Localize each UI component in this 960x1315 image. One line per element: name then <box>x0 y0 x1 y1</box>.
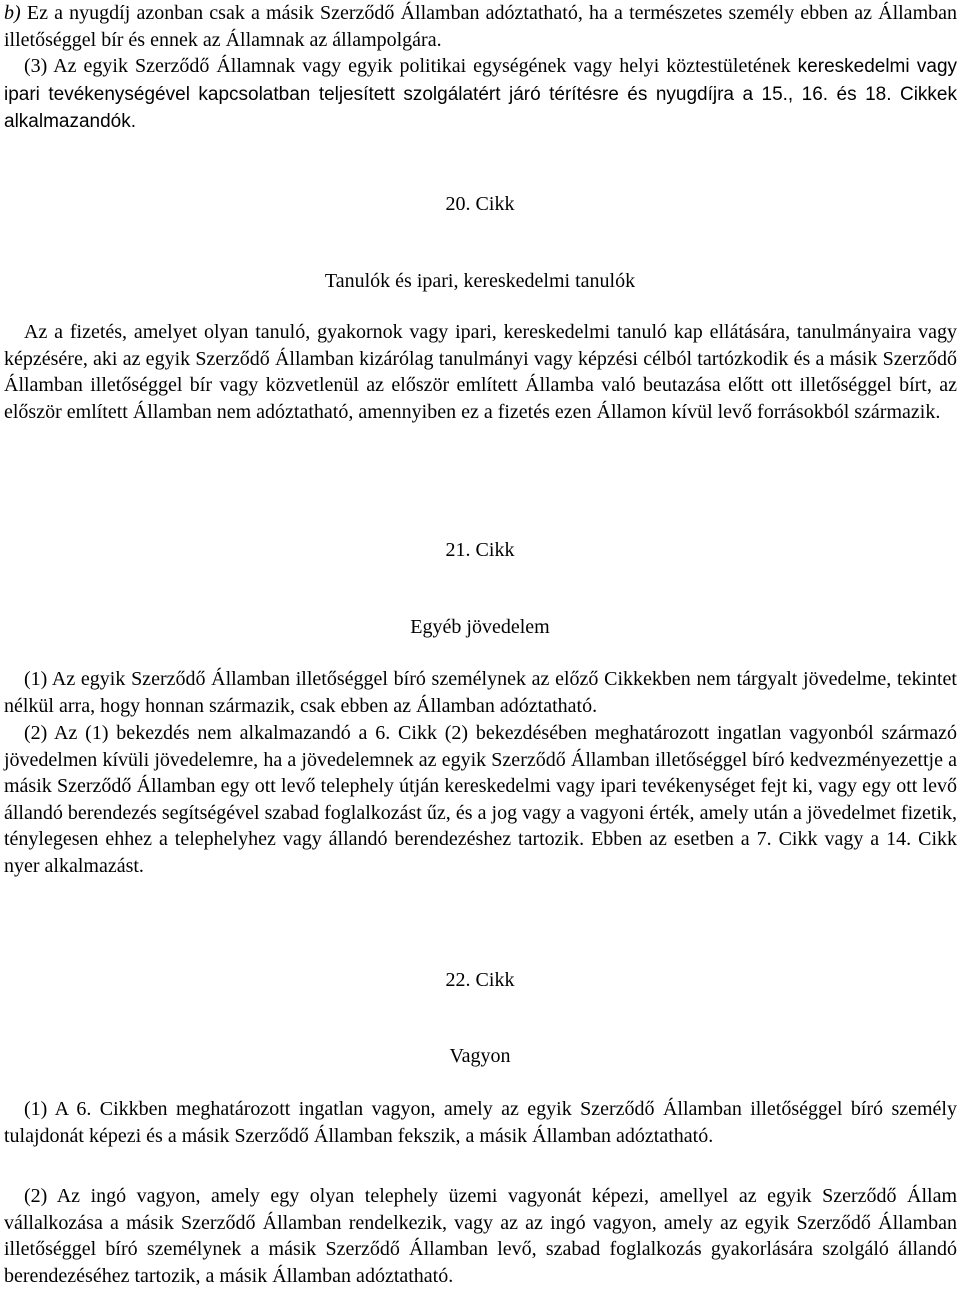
article-20-number: 20. Cikk <box>445 193 515 215</box>
paragraph-text-b: Ez a nyugdíj azonban csak a másik Szerződő Államban adóztatható, ha a természetes személy ebben az Államban illetőséggel bír és ennek az Államnak az állampolgára. <box>4 2 957 51</box>
article-22-number: 22. Cikk <box>445 969 515 991</box>
article-20-title: Tanulók és ipari, kereskedelmi tanulók <box>324 270 636 292</box>
paragraph-19-3-text-b: kereskedelmi vagy ipari tevékenységével kapcsolatban teljesített szolgálatért járó térítésre és nyugdíjra a 15., 16. és 18. Cikkek alkalmazandók. <box>4 56 958 132</box>
paragraph-19-3 <box>4 53 957 136</box>
article-21-number: 21. Cikk <box>445 539 515 561</box>
article-21-title: Egyéb jövedelem <box>410 616 550 638</box>
article-21-paragraph-2: (2) Az (1) bekezdés nem alkalmazandó a 6. Cikk (2) bekezdésében meghatározott ingatlan vagyonból származó jövedelmen kívüli jövedelemre, ha a jövedelemnek az egyik Szerződő Államban illetőséggel bíró kedvezményezettje a másik Szerződő Államban egy ott levő telephely útján kereskedelmi vagy ipari tevékenységet fejt ki, vagy egy ott levő állandó berendezés segítségével szabad foglalkozást űz, és a jog vagy a vagyoni érték, amely után a jövedelmet fizetik, ténylegesen ehhez a telephelyhez vagy állandó berendezéshez tartozik. Ebben az esetben a 7. Cikk vagy a 14. Cikk nyer alkalmazást. <box>4 722 957 877</box>
paragraph-19-3-text-a: (3) Az egyik Szerződő Államnak vagy egyik politikai egységének vagy helyi köztestületének <box>24 55 791 77</box>
article-22-paragraph-2: (2) Az ingó vagyon, amely egy olyan telephely üzemi vagyonát képezi, amellyel az egyik Szerződő Állam vállalkozása a másik Szerződő Államban rendelkezik, vagy az az ingó vagyon, amely az egyik Szerződő Államban illetőséggel bíró személynek a másik Szerződő Államban levő, szabad foglalkozás gyakorlására szolgáló állandó berendezéséhez tartozik, a másik Államban adóztatható. <box>4 1185 957 1287</box>
article-22-title: Vagyon <box>449 1045 511 1067</box>
paragraph-19-2b <box>4 0 957 53</box>
article-22-paragraph-1: (1) A 6. Cikkben meghatározott ingatlan vagyon, amely az egyik Szerződő Államban illetőséggel bíró személy tulajdonát képezi és a másik Szerződő Államban fekszik, a másik Államban adóztatható. <box>4 1098 957 1147</box>
article-21-paragraph-1: (1) Az egyik Szerződő Államban illetőséggel bíró személynek az előző Cikkekben nem tárgyalt jövedelme, tekintet nélkül arra, hogy honnan származik, csak ebben az Államban adóztatható. <box>4 668 957 717</box>
paragraph-label-b: b) <box>4 2 21 24</box>
article-20-text: Az a fizetés, amelyet olyan tanuló, gyakornok vagy ipari, kereskedelmi tanuló kap ellátására, tanulmányaira vagy képzésére, aki az egyik Szerződő Államban kizárólag tanulmányi vagy képzési célból tartózkodik és a másik Szerződő Államban illetőséggel bír vagy közvetlenül az először említett Államba való beutazása előtt ott illetőséggel bírt, az először említett Államban nem adóztatható, amennyiben ez a fizetés ezen Államon kívül levő forrásokból származik. <box>4 321 957 423</box>
